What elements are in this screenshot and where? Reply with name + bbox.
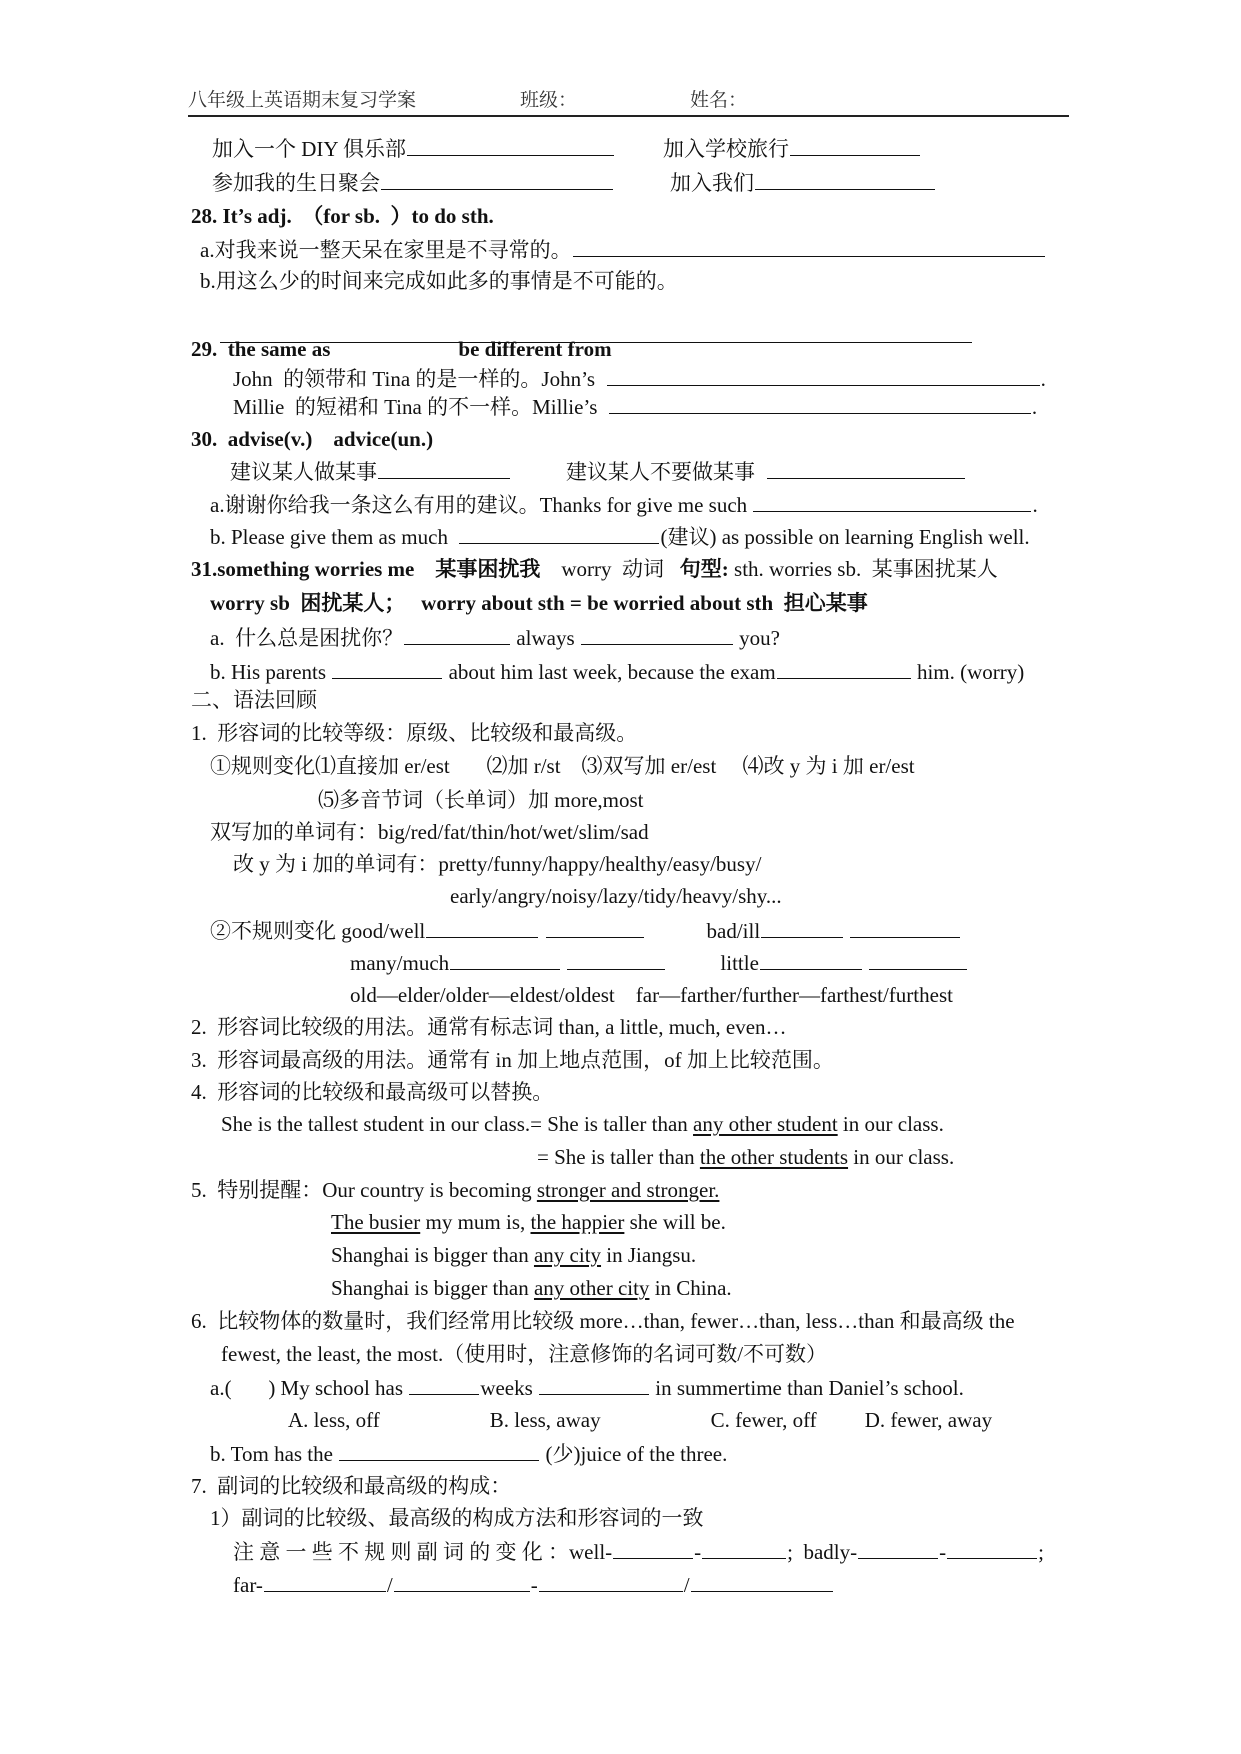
answer-line[interactable] — [220, 342, 972, 343]
line-text: b.用这么少的时间来完成如此多的事情是不可能的。 — [200, 269, 678, 293]
line-text: sth. worries sb. 某事困扰某人 — [728, 557, 998, 581]
line-text: ⑸多音节词（长单词）加 more,most — [318, 788, 644, 812]
line-text: D. fewer, away — [864, 1408, 993, 1432]
line-text: a.谢谢你给我一条这么有用的建议。Thanks for give me such — [210, 493, 753, 517]
underlined-text: any city — [533, 1243, 602, 1267]
answer-blank[interactable] — [607, 365, 1040, 386]
line-text: weeks — [480, 1376, 539, 1400]
line-text: a.( ) My school has — [210, 1376, 409, 1400]
worksheet-line — [221, 1111, 944, 1137]
line-text: 2. 形容词比较级的用法。通常有标志词 than, a little, much, even… — [191, 1015, 787, 1039]
line-text: fewest, the least, the most.（使用时，注意修饰的名词可数/不可数） — [221, 1342, 828, 1366]
line-text: bad/ill — [706, 919, 761, 943]
line-text: . — [1032, 493, 1038, 517]
worksheet-line — [210, 819, 649, 845]
answer-blank[interactable] — [609, 393, 1031, 414]
line-text: - — [939, 1540, 947, 1564]
answer-blank[interactable] — [947, 1538, 1037, 1559]
line-text: in summertime than Daniel’s school. — [650, 1376, 964, 1400]
answer-blank[interactable] — [567, 949, 665, 970]
line-text: she will be. — [624, 1210, 726, 1234]
worksheet-line — [191, 687, 317, 713]
header-divider — [188, 115, 1069, 117]
line-text: 1. 形容词的比较等级：原级、比较级和最高级。 — [191, 721, 638, 745]
worksheet-line — [221, 1341, 827, 1367]
line-text: about him last week, because the exam — [443, 660, 776, 684]
worksheet-line — [233, 393, 1037, 419]
underlined-text: The busier — [331, 1210, 421, 1234]
answer-blank[interactable] — [539, 1571, 683, 1592]
answer-blank[interactable] — [459, 523, 659, 544]
line-text: always — [511, 626, 580, 650]
answer-blank[interactable] — [767, 458, 965, 479]
worksheet-line — [212, 169, 936, 195]
line-text: far- — [233, 1573, 263, 1597]
answer-blank[interactable] — [753, 491, 1031, 512]
line-text: in our class. — [848, 1145, 955, 1169]
line-text: be different from — [458, 337, 612, 361]
line-text: (少)juice of the three. — [540, 1442, 728, 1466]
line-text: 1）副词的比较级、最高级的构成方法和形容词的一致 — [210, 1506, 704, 1530]
line-text: 4. 形容词的比较级和最高级可以替换。 — [191, 1080, 554, 1104]
line-text: worry 动词 — [550, 557, 680, 581]
worksheet-line — [210, 590, 868, 616]
worksheet-line — [210, 523, 1030, 549]
answer-blank[interactable] — [755, 169, 935, 190]
line-text: 加入我们 — [670, 171, 754, 195]
line-text: / — [683, 1573, 690, 1597]
line-text: 31.something worries me — [191, 557, 425, 581]
line-text: 建议某人不要做某事 — [566, 460, 766, 484]
line-text: 30. advise(v.) advice(un.) — [191, 427, 434, 451]
answer-blank[interactable] — [339, 1440, 539, 1461]
line-text: worry sb 困扰某人； worry about sth = be worried about sth 担心某事 — [210, 591, 868, 615]
line-text: Shanghai is bigger than — [331, 1243, 534, 1267]
line-text: 加入一个 DIY 俱乐部 — [212, 137, 407, 161]
line-text: a. 什么总是困扰你？ — [210, 626, 404, 650]
answer-blank[interactable] — [869, 949, 967, 970]
answer-blank[interactable] — [760, 949, 862, 970]
answer-blank[interactable] — [426, 917, 538, 938]
line-text: 双写加的单词有：big/red/fat/thin/hot/wet/slim/sad — [210, 820, 649, 844]
line-text: 某事困扰我 — [424, 557, 551, 581]
header-class-label: 班级： — [520, 90, 578, 111]
answer-blank[interactable] — [381, 169, 613, 190]
worksheet-line — [191, 1177, 719, 1203]
line-text: A. less, off — [288, 1408, 380, 1432]
line-text: (建议) as possible on learning English well. — [660, 525, 1030, 549]
worksheet-line — [200, 236, 1046, 262]
worksheet-line — [233, 365, 1046, 391]
worksheet-line — [331, 1242, 696, 1268]
answer-blank[interactable] — [850, 917, 960, 938]
worksheet-line — [191, 720, 637, 746]
answer-blank[interactable] — [777, 658, 911, 679]
worksheet-line — [210, 658, 1024, 684]
underlined-text: any other student — [693, 1112, 838, 1136]
answer-blank[interactable] — [858, 1538, 938, 1559]
worksheet-line — [210, 624, 780, 650]
line-text: Millie 的短裙和 Tina 的不一样。Millie’s — [233, 395, 608, 419]
worksheet-line — [450, 883, 782, 909]
worksheet-line — [191, 1473, 511, 1499]
answer-blank[interactable] — [407, 135, 614, 156]
answer-blank[interactable] — [394, 1571, 530, 1592]
line-text: = She is taller than — [537, 1145, 700, 1169]
answer-blank[interactable] — [264, 1571, 386, 1592]
line-text: 加入学校旅行 — [663, 137, 790, 161]
line-text: in Jiangsu. — [601, 1243, 697, 1267]
underlined-text: the other students — [699, 1145, 849, 1169]
line-text: you? — [733, 626, 780, 650]
line-text: early/angry/noisy/lazy/tidy/heavy/shy... — [450, 884, 782, 908]
line-text: 3. 形容词最高级的用法。通常有 in 加上地点范围，of 加上比较范围。 — [191, 1048, 834, 1072]
worksheet-line — [191, 426, 433, 452]
line-text: ; badly- — [787, 1540, 858, 1564]
line-text: him. (worry) — [911, 660, 1025, 684]
line-text — [863, 951, 868, 975]
worksheet-line — [191, 1308, 1015, 1334]
line-text: in our class. — [837, 1112, 944, 1136]
worksheet-line — [191, 556, 998, 582]
line-text: Shanghai is bigger than — [331, 1276, 534, 1300]
line-text: 参加我的生日聚会 — [212, 171, 380, 195]
worksheet-line — [210, 1374, 964, 1400]
worksheet-line — [200, 268, 678, 294]
answer-blank[interactable] — [332, 658, 442, 679]
line-text: ①规则变化⑴直接加 er/est ⑵加 r/st ⑶双写加 er/est ⑷改 y 为 i 加 er/est — [210, 754, 915, 778]
line-text: a.对我来说一整天呆在家里是不寻常的。 — [200, 238, 572, 262]
line-text: B. less, away — [489, 1408, 601, 1432]
line-text: b. His parents — [210, 660, 332, 684]
worksheet-line — [233, 1571, 834, 1597]
worksheet-line — [210, 917, 961, 943]
answer-blank[interactable] — [378, 458, 510, 479]
worksheet-line — [210, 1505, 704, 1531]
line-text: old—elder/older—eldest/oldest far—farther/further—farthest/furthest — [350, 983, 953, 1007]
worksheet-line — [233, 1538, 1044, 1564]
line-text: . — [1031, 395, 1038, 419]
line-text: ; — [1038, 1540, 1044, 1564]
answer-blank[interactable] — [539, 1374, 649, 1395]
header-name-label: 姓名： — [690, 90, 748, 111]
header-title: 八年级上英语期末复习学案 — [188, 90, 417, 111]
line-text: - — [694, 1540, 702, 1564]
worksheet-line — [233, 851, 761, 877]
answer-blank[interactable] — [450, 949, 560, 970]
answer-blank[interactable] — [702, 1538, 786, 1559]
answer-blank[interactable] — [691, 1571, 833, 1592]
line-text: 句型: — [679, 557, 729, 581]
worksheet-line — [210, 1440, 727, 1466]
line-text: C. fewer, off — [710, 1408, 817, 1432]
answer-blank[interactable] — [761, 917, 843, 938]
worksheet-line — [191, 1079, 553, 1105]
worksheet-line — [191, 336, 612, 362]
underlined-text: the happier — [530, 1210, 625, 1234]
line-text: ②不规则变化 good/well — [210, 919, 426, 943]
worksheet-line — [331, 1209, 726, 1235]
worksheet-line — [350, 949, 968, 975]
answer-blank[interactable] — [613, 1538, 693, 1559]
line-text: in China. — [649, 1276, 732, 1300]
line-text — [539, 919, 544, 943]
worksheet-line — [210, 753, 915, 779]
worksheet-line — [191, 1047, 834, 1073]
worksheet-line — [350, 982, 953, 1008]
line-text: 改 y 为 i 加的单词有：pretty/funny/happy/healthy/easy/busy/ — [233, 852, 762, 876]
line-text: / — [386, 1573, 393, 1597]
answer-blank[interactable] — [790, 135, 920, 156]
underlined-text: stronger and stronger. — [536, 1178, 720, 1202]
worksheet-line — [288, 1407, 992, 1433]
worksheet-line — [537, 1144, 954, 1170]
line-text — [561, 951, 566, 975]
underlined-text: any other city — [533, 1276, 650, 1300]
line-text: b. Please give them as much — [210, 525, 459, 549]
line-text: 二、语法回顾 — [191, 688, 317, 712]
line-text: my mum is, — [420, 1210, 531, 1234]
line-text: John 的领带和 Tina 的是一样的。John’s — [233, 367, 606, 391]
answer-blank[interactable] — [404, 624, 510, 645]
answer-blank[interactable] — [546, 917, 644, 938]
line-text: . — [1040, 367, 1046, 391]
answer-blank[interactable] — [581, 624, 733, 645]
line-text: 6. 比较物体的数量时，我们经常用比较级 more…than, fewer…than, less…than 和最高级 the — [191, 1309, 1015, 1333]
line-text: b. Tom has the — [210, 1442, 339, 1466]
line-text: many/much — [350, 951, 450, 975]
line-text: little — [720, 951, 759, 975]
worksheet-line — [191, 203, 494, 229]
worksheet-line — [230, 458, 966, 484]
line-text: She is the tallest student in our class.= She is taller than — [221, 1112, 694, 1136]
line-text: 5. 特别提醒：Our country is becoming — [191, 1178, 537, 1202]
line-text: - — [530, 1573, 538, 1597]
worksheet-line — [212, 135, 921, 161]
line-text: 29. the same as — [191, 337, 331, 361]
answer-blank[interactable] — [409, 1374, 479, 1395]
worksheet-line — [191, 1014, 787, 1040]
worksheet-line — [210, 491, 1038, 517]
worksheet-line — [318, 787, 644, 813]
line-text: 28. It’s adj. （for sb. ）to do sth. — [191, 204, 494, 228]
answer-blank[interactable] — [573, 236, 1045, 257]
worksheet-line — [331, 1275, 732, 1301]
line-text: 注 意 一 些 不 规 则 副 词 的 变 化 ：well- — [233, 1540, 613, 1564]
line-text: 建议某人做某事 — [230, 460, 377, 484]
line-text — [844, 919, 849, 943]
line-text: 7. 副词的比较级和最高级的构成： — [191, 1474, 512, 1498]
